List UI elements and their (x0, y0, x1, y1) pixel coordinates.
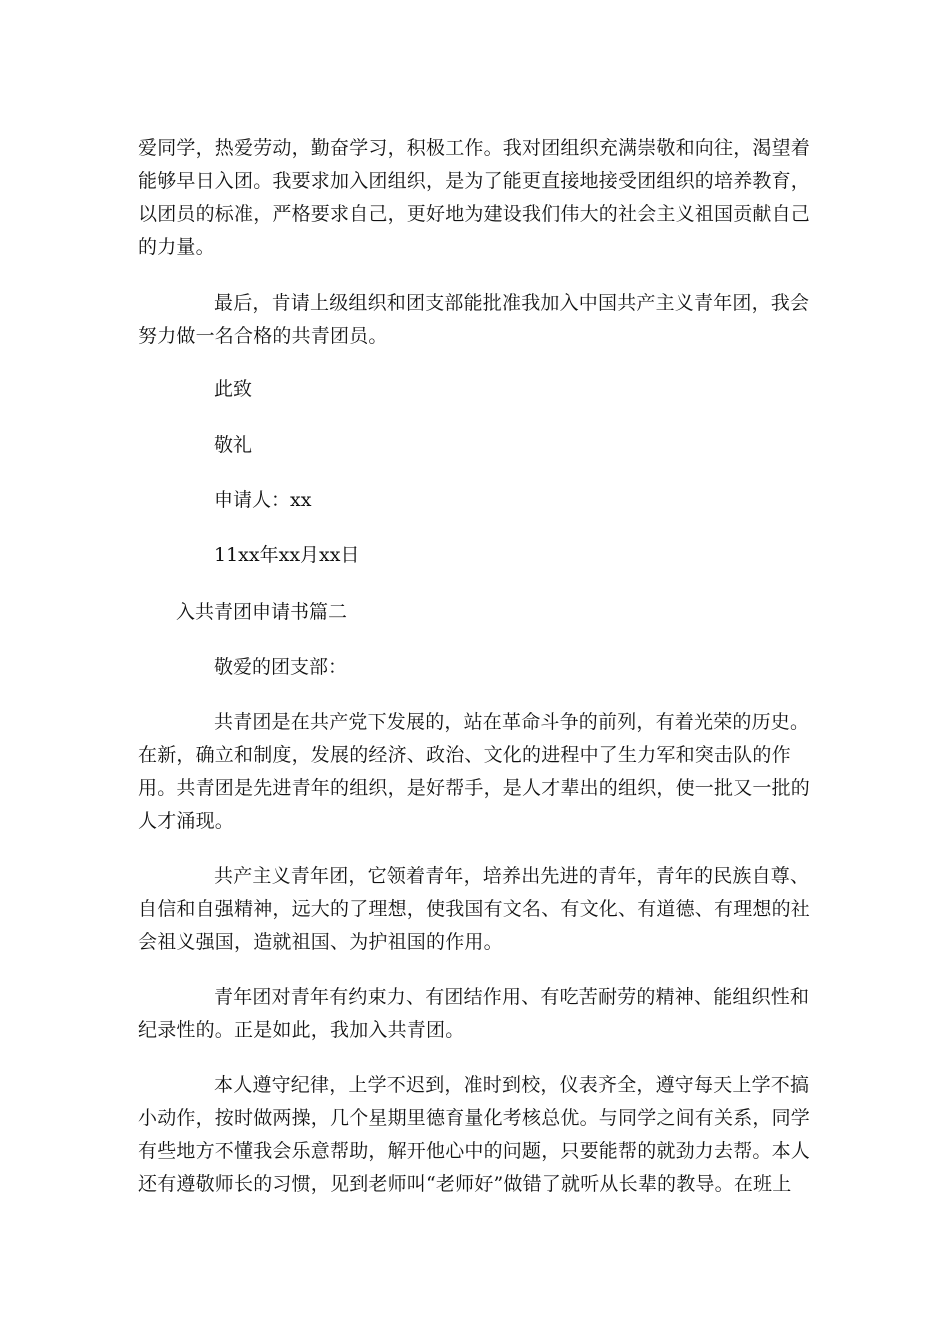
paragraph-2-3: 青年团对青年有约束力、有团结作用、有吃苦耐劳的精神、能组织性和纪录性的。正是如此，我加入共青团。 (138, 986, 810, 1041)
closing-line-2: 敬礼 (214, 434, 253, 456)
section-title: 入共青团申请书篇二 (176, 601, 348, 623)
paragraph-continued: 爱同学，热爱劳动，勤奋学习，积极工作。我对团组织充满崇敬和向往，渴望着能够早日入团。我要求加入团组织，是为了能更直接地接受团组织的培养教育，以团员的标准，严格要求自己，更好地为建设我们伟大的社会主义祖国贡献自己的力量。 (138, 137, 811, 258)
salutation: 敬爱的团支部： (214, 656, 348, 678)
paragraph-2-2: 共产主义青年团，它领着青年，培养出先进的青年，青年的民族自尊、自信和自强精神，远大的了理想，使我国有文名、有文化、有道德、有理想的社会祖义强国，造就祖国、为护祖国的作用。 (138, 865, 811, 953)
paragraph-final: 最后，肯请上级组织和团支部能批准我加入中国共产主义青年团，我会努力做一名合格的共青团员。 (138, 292, 810, 347)
date-line: 11xx年xx月xx日 (214, 544, 360, 566)
paragraph-2-1: 共青团是在共产党下发展的，站在革命斗争的前列，有着光荣的历史。在新，确立和制度，发展的经济、政治、文化的进程中了生力军和突击队的作用。共青团是先进青年的组织，是好帮手，是人才辈出的组织，使一批又一批的人才涌现。 (138, 711, 811, 832)
applicant-line: 申请人：xx (214, 489, 312, 511)
closing-line-1: 此致 (214, 378, 253, 400)
paragraph-2-4: 本人遵守纪律，上学不迟到，准时到校，仪表齐全，遵守每天上学不搞小动作，按时做两操，几个星期里德育量化考核总优。与同学之间有关系，同学有些地方不懂我会乐意帮助，解开他心中的问题，只要能帮的就劲力去帮。本人还有遵敬师长的习惯，见到老师叫“老师好”做错了就听从长辈的教导。在班上 (138, 1074, 811, 1195)
